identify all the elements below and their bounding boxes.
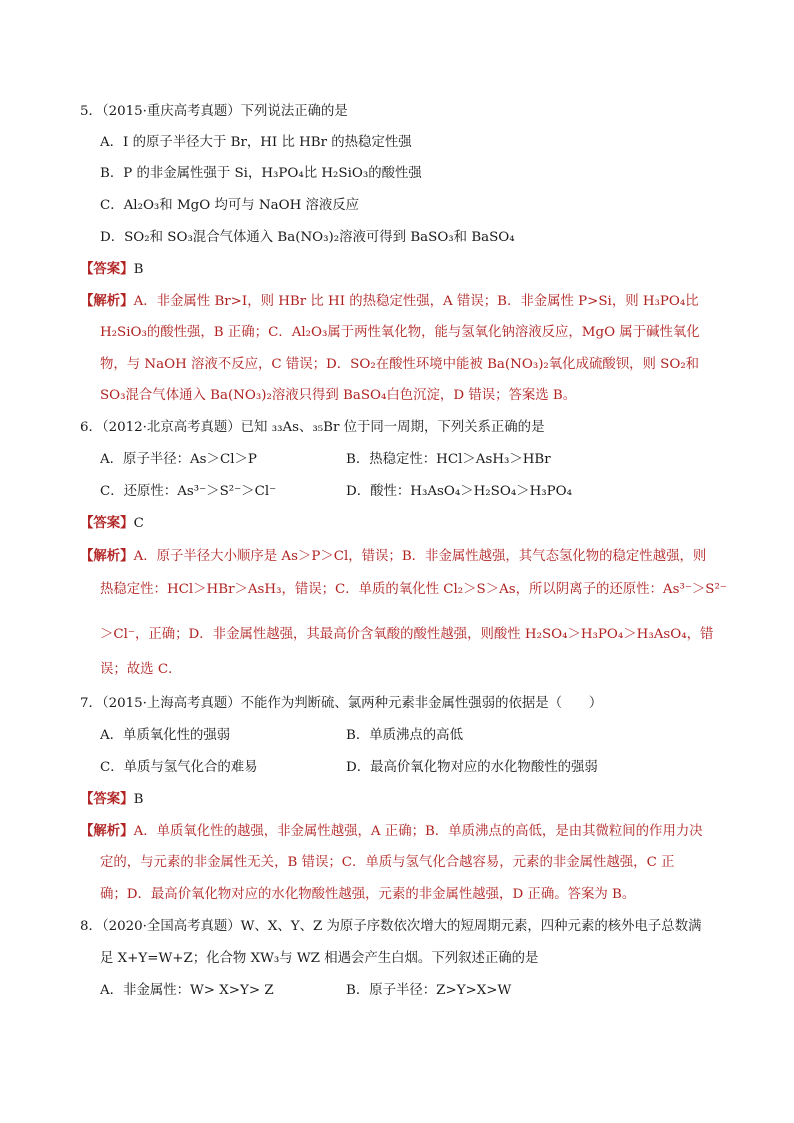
question-5-option-a: A．I 的原子半径大于 Br，HI 比 HBr 的热稳定性强 bbox=[100, 135, 412, 150]
answer-value: B bbox=[133, 792, 144, 807]
answer-value: B bbox=[133, 262, 144, 277]
question-6-answer bbox=[80, 513, 144, 534]
analysis-tag: 【解析】 bbox=[80, 548, 134, 564]
question-8-stem-line-2: 足 X+Y=W+Z；化合物 XW₃与 WZ 相遇会产生白烟。下列叙述正确的是 bbox=[100, 951, 539, 966]
question-5-analysis-line-2: H₂SiO₃的酸性强，B 正确；C．Al₂O₃属于两性氧化物，能与氢氧化钠溶液反应，MgO 属于碱性氧化 bbox=[100, 325, 700, 340]
question-6-analysis-line-4: 误；故选 C． bbox=[100, 662, 182, 677]
question-8-option-b: B．原子半径：Z>Y>X>W bbox=[346, 983, 512, 998]
analysis-tag: 【解析】 bbox=[80, 293, 134, 309]
question-6-analysis-line-2: 热稳定性：HCl＞HBr＞AsH₃，错误；C．单质的氧化性 Cl₂＞S＞As，所以阴离子的还原性：As³⁻＞S²⁻ bbox=[100, 582, 727, 597]
question-6-analysis-line-3: ＞Cl⁻，正确；D．非金属性越强，其最高价含氧酸的酸性越强，则酸性 H₂SO₄＞H₃PO₄＞H₃AsO₄，错 bbox=[100, 627, 714, 642]
question-7-option-d: D．最高价氧化物对应的水化物酸性的强弱 bbox=[346, 760, 598, 775]
question-6-option-c: C．还原性：As³⁻＞S²⁻＞Cl⁻ bbox=[100, 484, 277, 499]
answer-tag: 【答案】 bbox=[80, 515, 134, 531]
question-6-stem: 6．（2012·北京高考真题）已知 ₃₃As、₃₅Br 位于同一周期，下列关系正确的是 bbox=[80, 420, 545, 435]
question-8-option-a: A．非金属性：W> X>Y> Z bbox=[100, 983, 274, 998]
question-5-option-c: C．Al₂O₃和 MgO 均可与 NaOH 溶液反应 bbox=[100, 198, 360, 213]
question-5-analysis-line-4: SO₃混合气体通入 Ba(NO₃)₂溶液只得到 BaSO₄白色沉淀，D 错误；答案选 B。 bbox=[100, 388, 577, 403]
question-5-analysis-line-1 bbox=[80, 291, 699, 312]
analysis-text: A．原子半径大小顺序是 As＞P＞Cl，错误；B．非金属性越强，其气态氢化物的稳定性越强，则 bbox=[133, 549, 707, 564]
question-5-answer bbox=[80, 259, 143, 280]
analysis-text: A．非金属性 Br>I，则 HBr 比 HI 的热稳定性强，A 错误；B．非金属性 P>Si，则 H₃PO₄比 bbox=[133, 294, 699, 309]
question-7-option-b: B．单质沸点的高低 bbox=[346, 728, 463, 743]
question-6-option-d: D．酸性：H₃AsO₄＞H₂SO₄＞H₃PO₄ bbox=[346, 484, 572, 499]
question-5-option-d: D．SO₂和 SO₃混合气体通入 Ba(NO₃)₂溶液可得到 BaSO₃和 BaSO₄ bbox=[100, 230, 515, 245]
question-7-analysis-line-3: 确；D．最高价氧化物对应的水化物酸性越强，元素的非金属性越强，D 正确。答案为 B。 bbox=[100, 887, 636, 902]
question-7-option-a: A．单质氧化性的强弱 bbox=[100, 728, 231, 743]
analysis-text: A．单质氧化性的越强，非金属性越强，A 正确；B．单质沸点的高低，是由其微粒间的作用力决 bbox=[133, 824, 703, 839]
question-7-option-c: C．单质与氢气化合的难易 bbox=[100, 760, 258, 775]
question-6-option-a: A．原子半径：As＞Cl＞P bbox=[100, 452, 257, 467]
question-7-answer bbox=[80, 789, 143, 810]
question-5-analysis-line-3: 物，与 NaOH 溶液不反应，C 错误；D．SO₂在酸性环境中能被 Ba(NO₃)₂氧化成硫酸钡，则 SO₂和 bbox=[100, 357, 700, 372]
question-8-stem-line-1: 8．（2020·全国高考真题）W、X、Y、Z 为原子序数依次增大的短周期元素，四种元素的核外电子总数满 bbox=[80, 919, 702, 934]
question-6-option-b: B．热稳定性：HCl＞AsH₃＞HBr bbox=[346, 452, 551, 467]
question-7-stem: 7．（2015·上海高考真题）不能作为判断硫、氯两种元素非金属性强弱的依据是（ ） bbox=[80, 696, 603, 711]
analysis-tag: 【解析】 bbox=[80, 823, 134, 839]
question-5-option-b: B．P 的非金属性强于 Si，H₃PO₄比 H₂SiO₃的酸性强 bbox=[100, 166, 422, 181]
answer-tag: 【答案】 bbox=[80, 791, 134, 807]
answer-value: C bbox=[133, 516, 144, 531]
question-7-analysis-line-2: 定的，与元素的非金属性无关，B 错误；C．单质与氢气化合越容易，元素的非金属性越强，C 正 bbox=[100, 855, 675, 870]
answer-tag: 【答案】 bbox=[80, 261, 134, 277]
question-5-stem: 5．（2015·重庆高考真题）下列说法正确的是 bbox=[80, 104, 348, 119]
question-7-analysis-line-1 bbox=[80, 821, 703, 842]
question-6-analysis-line-1 bbox=[80, 546, 706, 567]
